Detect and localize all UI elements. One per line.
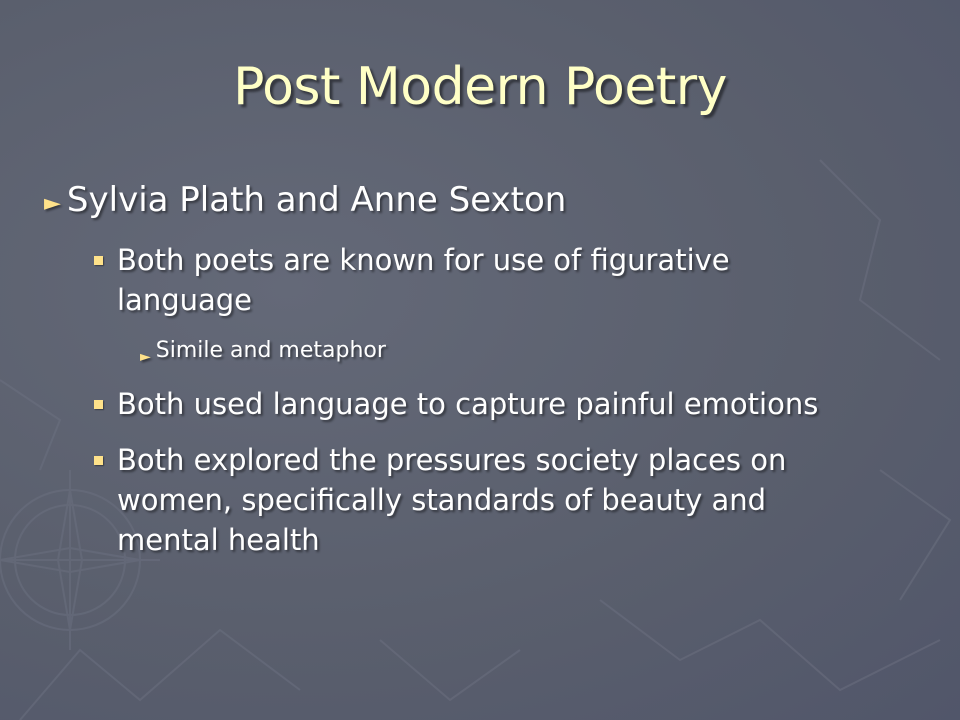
bullet-text-continued: language [117, 283, 253, 317]
bullet-text-continued: women, specifically standards of beauty and [117, 483, 767, 517]
bullet-level2 [94, 384, 818, 424]
square-bullet-icon [94, 256, 103, 265]
bullet-level2 [94, 440, 786, 560]
bullet-text: Both explored the pressures society places on [117, 443, 787, 477]
bullet-text-continued: mental health [117, 523, 320, 557]
bullet-text: Both poets are known for use of figurative [117, 243, 730, 277]
bullet-text: Sylvia Plath and Anne Sexton [66, 180, 567, 220]
bullet-text: Simile and metaphor [155, 338, 386, 363]
square-bullet-icon [94, 456, 103, 465]
slide-title: Post Modern Poetry [233, 57, 727, 117]
bullet-text: Both used language to capture painful emotions [117, 387, 819, 421]
bullet-level1 [44, 176, 566, 228]
arrow-bullet-icon: ► [44, 191, 61, 216]
bullet-level3 [140, 336, 386, 372]
square-bullet-icon [94, 400, 103, 409]
arrow-bullet-icon: ► [140, 349, 151, 365]
bullet-level2 [94, 240, 730, 320]
